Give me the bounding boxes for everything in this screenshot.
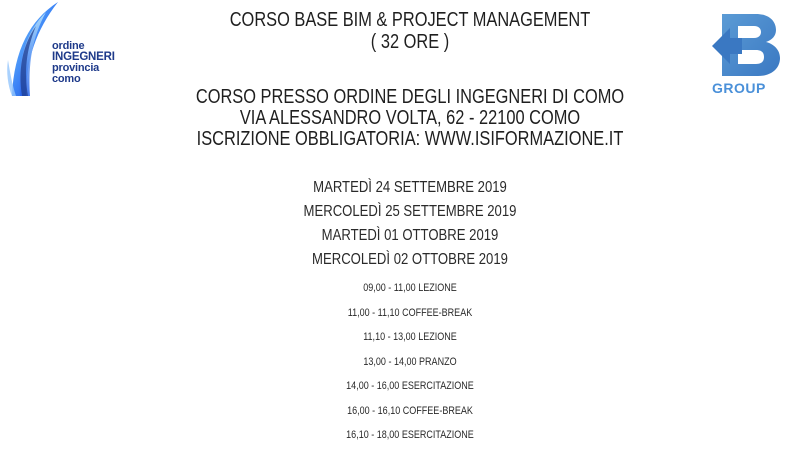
date-item: MERCOLEDÌ 25 SETTEMBRE 2019 (303, 203, 517, 220)
logo-line-ingegneri: INGEGNERI (52, 51, 115, 63)
address-line: VIA ALESSANDRO VOLTA, 62 - 22100 COMO (239, 107, 581, 129)
course-title: CORSO BASE BIM & PROJECT MANAGEMENT (229, 9, 591, 31)
logo-line-ordine: ordine (52, 40, 85, 52)
logo-line-provincia: provincia (52, 62, 100, 74)
b-letter-icon (708, 8, 788, 80)
ordine-ingegneri-logo (0, 0, 130, 110)
schedule-item: 09,00 - 11,00 LEZIONE (363, 282, 457, 294)
schedule-item: 13,00 - 14,00 PRANZO (363, 355, 457, 368)
course-hours: ( 32 ORE ) (370, 31, 450, 53)
logo-line-como: como (52, 73, 81, 85)
schedule-item: 11,10 - 13,00 LEZIONE (363, 331, 457, 343)
date-item: MERCOLEDÌ 02 OTTOBRE 2019 (312, 251, 508, 268)
group-label: GROUP (712, 80, 766, 96)
schedule-item: 14,00 - 16,00 ESERCITAZIONE (346, 380, 474, 392)
ordine-logo-text (52, 41, 115, 85)
location-line: CORSO PRESSO ORDINE DEGLI INGEGNERI DI COMO (195, 86, 625, 108)
schedule-item: 16,10 - 18,00 ESERCITAZIONE (346, 429, 474, 441)
schedule-item: 16,00 - 16,10 COFFEE-BREAK (347, 404, 473, 417)
flyer-content (140, 0, 680, 448)
schedule-item: 11,00 - 11,10 COFFEE-BREAK (347, 306, 473, 319)
date-item: MARTEDÌ 01 OTTOBRE 2019 (321, 227, 499, 244)
registration-line: ISCRIZIONE OBBLIGATORIA: WWW.ISIFORMAZIONE.IT (196, 128, 624, 150)
date-item: MARTEDÌ 24 SETTEMBRE 2019 (313, 179, 507, 196)
